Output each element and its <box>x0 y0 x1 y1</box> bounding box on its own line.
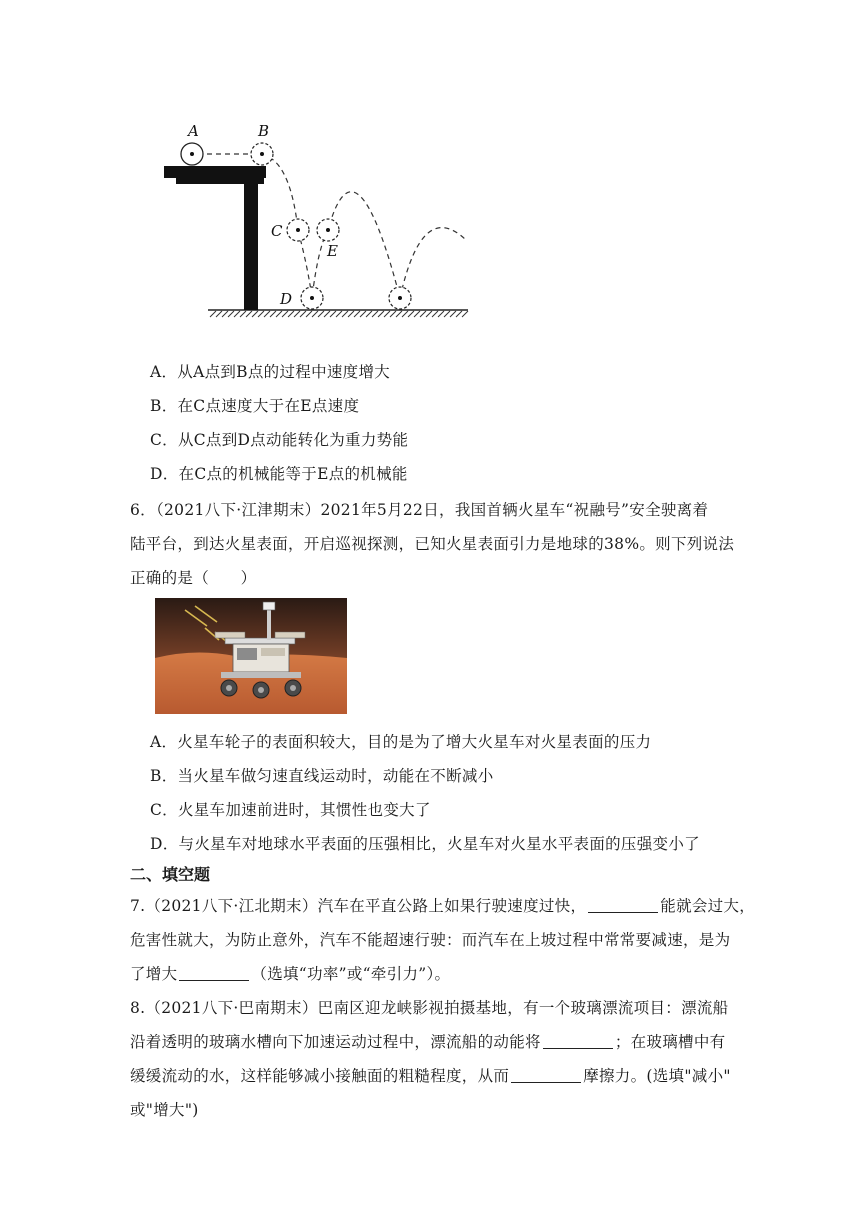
ball-c <box>287 219 309 241</box>
label-b: B <box>258 122 270 140</box>
q5-option-b: B．在C点速度大于在E点速度 <box>150 397 360 415</box>
q8-line3-text-a: 缓缓流动的水，这样能够减小接触面的粗糙程度，从而 <box>130 1067 510 1085</box>
ball-d <box>301 287 323 309</box>
ball-a <box>181 143 203 165</box>
q7-line3-text-a: 了增大 <box>130 965 178 983</box>
q8-blank-1[interactable] <box>543 1034 613 1049</box>
q7-blank-2[interactable] <box>179 966 249 981</box>
ball-e <box>317 219 339 241</box>
table <box>164 166 266 310</box>
q6-option-c: C．火星车加速前进时，其惯性也变大了 <box>150 801 431 819</box>
ground <box>208 310 468 317</box>
q8-line3 <box>130 1064 731 1086</box>
q7-line1-text-a: 7.（2021八下·江北期末）汽车在平直公路上如果行驶速度过快， <box>130 897 587 915</box>
q6-option-b: B．当火星车做匀速直线运动时，动能在不断减小 <box>150 767 494 785</box>
q5-option-a: A．从A点到B点的过程中速度增大 <box>150 363 391 381</box>
q7-line3-text-b: （选填“功率”或“牵引力”）。 <box>251 965 451 983</box>
q6-stem-line3: 正确的是（ ） <box>130 569 257 587</box>
q7-line1-text-b: 能就会过大， <box>660 897 756 915</box>
label-a: A <box>188 122 199 140</box>
q5-option-c: C．从C点到D点动能转化为重力势能 <box>150 431 409 449</box>
q6-option-d: D．与火星车对地球水平表面的压强相比，火星车对火星水平表面的压强变小了 <box>150 835 700 853</box>
label-c: C <box>271 222 283 240</box>
mars-rover-image <box>155 598 347 714</box>
label-e: E <box>327 242 338 260</box>
q7-blank-1[interactable] <box>588 898 658 913</box>
ball-bounce2 <box>389 287 411 309</box>
q5-option-d: D．在C点的机械能等于E点的机械能 <box>150 465 408 483</box>
ball-b <box>251 143 273 165</box>
q8-blank-2[interactable] <box>511 1068 581 1083</box>
q6-stem-line2: 陆平台，到达火星表面，开启巡视探测，已知火星表面引力是地球的38%。则下列说法 <box>130 535 735 553</box>
q8-line2-text-b: ；在玻璃槽中有 <box>614 1033 726 1051</box>
q8-line4: 或"增大") <box>130 1101 199 1119</box>
q8-line1: 8.（2021八下·巴南期末）巴南区迎龙峡影视拍摄基地，有一个玻璃漂流项目：漂流船 <box>130 999 729 1017</box>
q6-option-a: A．火星车轮子的表面积较大，目的是为了增大火星车对火星表面的压力 <box>150 733 652 751</box>
q7-line1 <box>130 894 755 916</box>
bouncing-ball-figure <box>160 118 480 328</box>
section-title-fill-in: 二、填空题 <box>130 865 211 884</box>
q8-line2-text-a: 沿着透明的玻璃水槽向下加速运动过程中，漂流船的动能将 <box>130 1033 541 1051</box>
q8-line2 <box>130 1030 725 1052</box>
q8-line3-text-b: 摩擦力。(选填"减小" <box>583 1067 731 1085</box>
q7-line3 <box>130 962 450 984</box>
q6-stem-line1: 6．（2021八下·江津期末）2021年5月22日，我国首辆火星车“祝融号”安全驶离着 <box>130 501 709 519</box>
label-d: D <box>280 290 293 308</box>
q7-line2: 危害性就大，为防止意外，汽车不能超速行驶：而汽车在上坡过程中常常要减速，是为 <box>130 931 731 949</box>
